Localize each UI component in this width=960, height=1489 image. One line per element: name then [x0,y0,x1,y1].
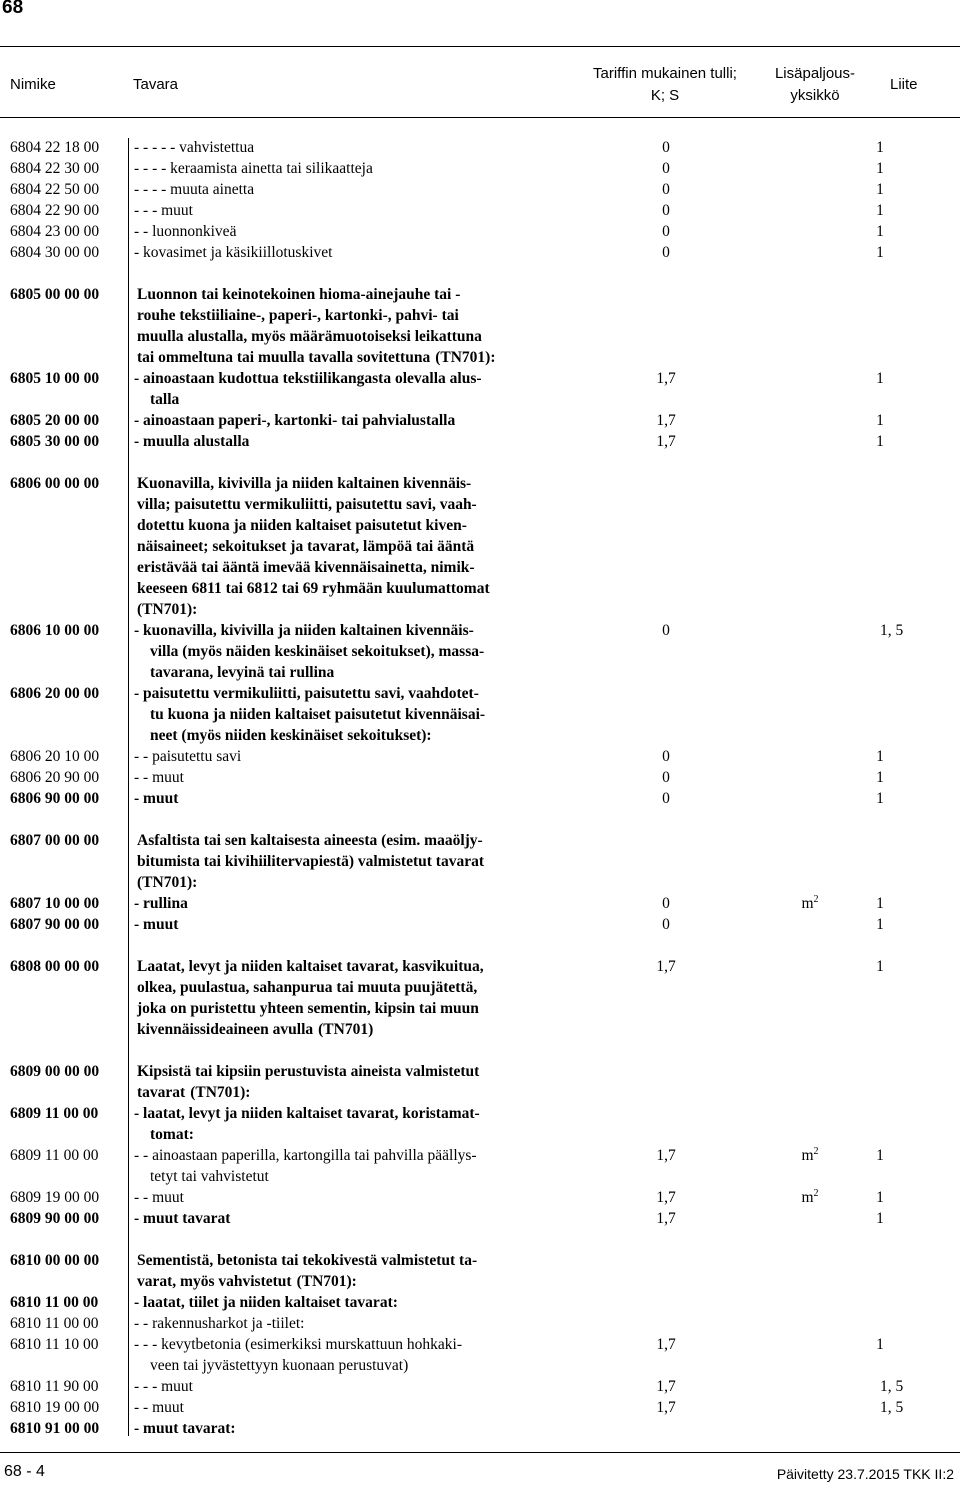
row-description [137,830,483,851]
row-description-text: Kuonavilla, kivivilla ja niiden kaltainen kivennäis- [137,475,472,492]
table-row [0,1082,960,1103]
unit-exponent: 2 [813,1145,819,1157]
tn-reference: (TN701): [190,1084,251,1101]
table-row [0,872,960,893]
table-row [0,914,960,935]
table-row [0,599,960,620]
row-code: 6810 19 00 00 [10,1399,100,1416]
row-liite: 1 [876,223,884,240]
table-row [0,1418,960,1439]
row-code: 6806 00 00 00 [10,475,100,492]
table-row [0,641,960,662]
row-tariff: 1,7 [656,1147,676,1164]
row-description [134,200,193,221]
row-description [137,578,490,599]
row-description-text: Luonnon tai keinotekoinen hioma-ainejauhe tai - [137,286,461,303]
row-description-text: - rullina [134,895,188,912]
table-row [0,200,960,221]
row-liite: 1 [876,244,884,261]
header-tulli-line1: Tariffin mukainen tulli; [593,65,737,82]
row-description [137,1271,357,1292]
table-row [0,998,960,1019]
row-description [134,893,188,914]
row-description-text: joka on puristettu yhteen sementin, kipsin tai muun [137,1000,479,1017]
row-description [134,221,236,242]
row-liite: 1 [876,958,884,975]
table-row [0,515,960,536]
row-code: 6809 19 00 00 [10,1189,100,1206]
row-description-text: tai ommeltuna tai muulla tavalla sovitettuna [137,349,431,366]
row-description [134,137,254,158]
row-description-text: veen tai jyvästettyyn kuonaan perustuvat) [150,1357,409,1374]
row-description-text: villa; paisutettu vermikuliitti, paisutettu savi, vaah- [137,496,477,513]
unit-exponent: 2 [813,1187,819,1199]
row-description [137,599,197,620]
table-row [0,725,960,746]
row-tariff: 0 [662,181,670,198]
row-description-text: Asfaltista tai sen kaltaisesta aineesta (esim. maaöljy- [137,832,483,849]
row-code: 6805 20 00 00 [10,412,100,429]
row-gap [0,809,960,830]
row-code: 6806 20 90 00 [10,769,100,786]
row-description-text: - - - - - vahvistettua [134,139,255,156]
row-code: 6807 00 00 00 [10,832,100,849]
row-code: 6804 30 00 00 [10,244,100,261]
row-gap [0,452,960,473]
row-description-text: varat, myös vahvistetut [137,1273,292,1290]
row-description [137,851,484,872]
row-tariff: 1,7 [656,1210,676,1227]
tn-reference: (TN701): [435,349,496,366]
row-liite: 1 [876,370,884,387]
header-tulli [584,63,746,107]
page-number: 68 [2,0,24,18]
table-row [0,956,960,977]
header-nimike: Nimike [10,76,56,93]
row-description-text: - ainoastaan paperi-, kartonki- tai pahvialustalla [134,412,456,429]
row-description-text: - ainoastaan kudottua tekstiilikangasta olevalla alus- [134,370,482,387]
row-description [137,305,459,326]
table-row [0,746,960,767]
row-description [134,242,332,263]
row-description [137,515,467,536]
row-description [134,767,184,788]
row-description [137,977,477,998]
row-description [134,1145,477,1166]
row-description-text: - - - - muuta ainetta [134,181,255,198]
row-code: 6804 23 00 00 [10,223,100,240]
header-tavara: Tavara [133,76,179,93]
row-liite: 1 [876,916,884,933]
row-description [137,326,482,347]
row-description-text: - - muut [134,769,184,786]
row-description [137,1082,250,1103]
row-liite: 1 [876,139,884,156]
row-code: 6806 20 10 00 [10,748,100,765]
row-tariff: 0 [662,202,670,219]
row-tariff: 1,7 [656,412,676,429]
row-description-text: - - rakennusharkot ja -tiilet: [134,1315,305,1332]
row-description [134,410,455,431]
row-description [134,1292,398,1313]
row-description-text: - - paisutettu savi [134,748,242,765]
table-row [0,683,960,704]
row-description [134,746,241,767]
row-liite: 1 [876,433,884,450]
row-description-text: keeseen 6811 tai 6812 tai 69 ryhmään kuulumattomat [137,580,490,597]
row-description-text: - muut tavarat [134,1210,231,1227]
table-row [0,893,960,914]
footer-updated: Päivitetty 23.7.2015 TKK II:2 [776,1466,954,1482]
header-top-rule [0,46,960,47]
row-tariff: 1,7 [656,958,676,975]
row-description [137,872,197,893]
row-code: 6805 00 00 00 [10,286,100,303]
tn-reference: (TN701): [137,601,198,618]
table-row [0,1061,960,1082]
row-description-text: - muut [134,790,179,807]
row-description [134,179,254,200]
table-row [0,347,960,368]
row-description [137,1250,477,1271]
row-code: 6808 00 00 00 [10,958,100,975]
row-liite: 1 [876,1210,884,1227]
row-tariff: 0 [662,790,670,807]
row-description [150,641,484,662]
row-description [137,473,471,494]
row-description [137,1061,479,1082]
row-code: 6804 22 18 00 [10,139,100,156]
header-bottom-rule [0,117,960,118]
table-row [0,431,960,452]
table-row [0,1355,960,1376]
row-tariff: 0 [662,916,670,933]
row-liite: 1, 5 [880,1378,904,1395]
row-description-text: tetyt tai vahvistetut [150,1168,269,1185]
row-code: 6804 22 90 00 [10,202,100,219]
tariff-table [0,137,960,1439]
table-row [0,704,960,725]
row-code: 6810 00 00 00 [10,1252,100,1269]
row-description-text: - muulla alustalla [134,433,250,450]
table-row [0,494,960,515]
row-liite: 1, 5 [880,1399,904,1416]
header-lisa-line1: Lisäpaljous- [774,65,856,82]
row-code: 6810 91 00 00 [10,1420,100,1437]
row-description [134,1313,304,1334]
row-description-text: - - luonnonkiveä [134,223,237,240]
row-description-text: tavarat [137,1084,186,1101]
row-code: 6805 30 00 00 [10,433,100,450]
row-liite: 1 [876,769,884,786]
row-liite: 1 [876,748,884,765]
row-code: 6809 11 00 00 [10,1105,99,1122]
row-description [134,1334,462,1355]
table-row [0,557,960,578]
table-row [0,1019,960,1040]
table-row [0,1145,960,1166]
table-row [0,410,960,431]
row-description [150,389,179,410]
table-row [0,1208,960,1229]
row-description-text: tavarana, levyinä tai rullina [150,664,335,681]
row-description-text: - paisutettu vermikuliitti, paisutettu savi, vaahdotet- [134,685,479,702]
table-row [0,578,960,599]
row-description-text: Kipsistä tai kipsiin perustuvista aineista valmistetut [137,1063,480,1080]
row-description-text: - laatat, levyt ja niiden kaltaiset tavarat, koristamat- [134,1105,480,1122]
table-row [0,1313,960,1334]
row-description [134,1418,236,1439]
row-description-text: Laatat, levyt ja niiden kaltaiset tavarat, kasvikuitua, [137,958,484,975]
row-gap [0,1229,960,1250]
row-description-text: - - ainoastaan paperilla, kartongilla tai pahvilla päällys- [134,1147,477,1164]
table-row [0,389,960,410]
table-row [0,1124,960,1145]
row-tariff: 0 [662,895,670,912]
row-description-text: tu kuona ja niiden kaltaiset paisutetut kivennäisai- [150,706,486,723]
table-row [0,1250,960,1271]
table-row [0,788,960,809]
row-description [134,683,479,704]
row-supplementary-unit [785,893,835,914]
row-description-text: - muut tavarat: [134,1420,236,1437]
table-row [0,158,960,179]
table-row [0,1376,960,1397]
row-liite: 1 [876,895,884,912]
row-description [137,347,496,368]
row-tariff: 0 [662,139,670,156]
row-description-text: kivennäissideaineen avulla [137,1021,314,1038]
row-code: 6810 11 00 00 [10,1294,99,1311]
table-row [0,620,960,641]
row-description [134,1397,184,1418]
row-description-text: villa (myös näiden keskinäiset sekoitukset), massa- [150,643,485,660]
table-row [0,536,960,557]
row-code: 6807 10 00 00 [10,895,100,912]
table-row [0,977,960,998]
unit-base: m [801,1189,814,1206]
header-lisa-line2: yksikkö [790,87,840,104]
header-lisapaljousyksikko [760,63,870,107]
row-description [137,536,474,557]
row-gap [0,935,960,956]
row-description [150,1166,269,1187]
row-description [137,956,484,977]
tn-reference: (TN701): [137,874,198,891]
row-liite: 1 [876,412,884,429]
table-row [0,326,960,347]
row-description-text: muulla alustalla, myös määrämuotoiseksi leikattuna [137,328,482,345]
row-tariff: 1,7 [656,433,676,450]
row-description [134,431,249,452]
row-description-text: - - - muut [134,202,193,219]
row-description [137,494,477,515]
row-tariff: 0 [662,748,670,765]
unit-exponent: 2 [813,893,819,905]
row-description-text: dotettu kuona ja niiden kaltaiset paisutetut kiven- [137,517,467,534]
row-description-text: neet (myös niiden keskinäiset sekoitukset): [150,727,432,744]
row-description-text: - - - - keraamista ainetta tai silikaatteja [134,160,373,177]
row-description [137,284,460,305]
row-code: 6804 22 30 00 [10,160,100,177]
row-code: 6809 90 00 00 [10,1210,100,1227]
row-liite: 1 [876,160,884,177]
row-description [150,1355,408,1376]
row-code: 6809 00 00 00 [10,1063,100,1080]
row-liite: 1 [876,181,884,198]
row-code: 6810 11 00 00 [10,1315,99,1332]
table-row [0,1166,960,1187]
row-description-text: - kuonavilla, kivivilla ja niiden kaltainen kivennäis- [134,622,474,639]
header-liite: Liite [890,76,918,93]
row-code: 6810 11 90 00 [10,1378,99,1395]
row-description-text: bitumista tai kivihiilitervapiestä) valmistetut tavarat [137,853,484,870]
row-description-text: tomat: [150,1126,194,1143]
row-description-text: näisaineet; sekoitukset ja tavarat, lämpöä tai ääntä [137,538,475,555]
row-tariff: 1,7 [656,1189,676,1206]
tn-reference: (TN701) [318,1021,374,1038]
tn-reference: (TN701): [296,1273,357,1290]
table-row [0,1334,960,1355]
row-gap [0,1040,960,1061]
row-code: 6807 90 00 00 [10,916,100,933]
row-description [134,620,474,641]
row-description [134,158,373,179]
row-tariff: 1,7 [656,370,676,387]
row-description [150,704,485,725]
row-description [134,368,482,389]
row-description-text: - - - kevytbetonia (esimerkiksi murskattuun hohkaki- [134,1336,463,1353]
row-liite: 1 [876,1336,884,1353]
unit-base: m [801,895,814,912]
row-description-text: - muut [134,916,179,933]
row-code: 6806 10 00 00 [10,622,100,639]
table-row [0,137,960,158]
row-code: 6809 11 00 00 [10,1147,99,1164]
row-description [134,1187,184,1208]
row-liite: 1, 5 [880,622,904,639]
row-liite: 1 [876,790,884,807]
table-row [0,242,960,263]
row-description [134,1208,230,1229]
row-description-text: - laatat, tiilet ja niiden kaltaiset tavarat: [134,1294,398,1311]
row-tariff: 0 [662,244,670,261]
table-row [0,1292,960,1313]
row-description [134,788,178,809]
row-description [134,1103,480,1124]
row-description [137,998,479,1019]
table-row [0,830,960,851]
row-tariff: 0 [662,769,670,786]
row-description-text: rouhe tekstiiliaine-, paperi-, kartonki-, pahvi- tai [137,307,459,324]
row-tariff: 1,7 [656,1378,676,1395]
table-row [0,662,960,683]
footer-page-ref: 68 - 4 [4,1463,45,1480]
row-description [137,557,475,578]
row-code: 6810 11 10 00 [10,1336,99,1353]
row-description [150,662,334,683]
row-tariff: 0 [662,160,670,177]
table-row [0,1271,960,1292]
row-description [150,1124,194,1145]
table-row [0,1397,960,1418]
row-tariff: 0 [662,622,670,639]
row-description-text: - - muut [134,1189,184,1206]
row-description-text: talla [150,391,180,408]
row-description-text: Sementistä, betonista tai tekokivestä valmistetut ta- [137,1252,478,1269]
row-liite: 1 [876,202,884,219]
row-tariff: 0 [662,223,670,240]
row-description-text: - - muut [134,1399,184,1416]
row-code: 6805 10 00 00 [10,370,100,387]
table-row [0,851,960,872]
row-liite: 1 [876,1147,884,1164]
unit-base: m [801,1147,814,1164]
row-supplementary-unit [785,1187,835,1208]
row-description [134,914,178,935]
row-description-text: olkea, puulastua, sahanpurua tai muuta puujätettä, [137,979,478,996]
row-tariff: 1,7 [656,1399,676,1416]
row-description [134,1376,193,1397]
row-description [137,1019,373,1040]
table-row [0,473,960,494]
table-row [0,284,960,305]
row-code: 6804 22 50 00 [10,181,100,198]
table-row [0,221,960,242]
row-tariff: 1,7 [656,1336,676,1353]
row-supplementary-unit [785,1145,835,1166]
footer-rule [0,1452,960,1453]
table-row [0,1187,960,1208]
table-row [0,179,960,200]
table-row [0,1103,960,1124]
row-description-text: - kovasimet ja käsikiillotuskivet [134,244,333,261]
row-gap [0,263,960,284]
table-row [0,767,960,788]
table-row [0,305,960,326]
row-description [150,725,432,746]
row-description-text: eristävää tai ääntä imevää kivennäisainetta, nimik- [137,559,475,576]
row-description-text: - - - muut [134,1378,193,1395]
row-liite: 1 [876,1189,884,1206]
table-row [0,368,960,389]
header-tulli-line2: K; S [650,87,680,104]
row-code: 6806 90 00 00 [10,790,100,807]
row-code: 6806 20 00 00 [10,685,100,702]
